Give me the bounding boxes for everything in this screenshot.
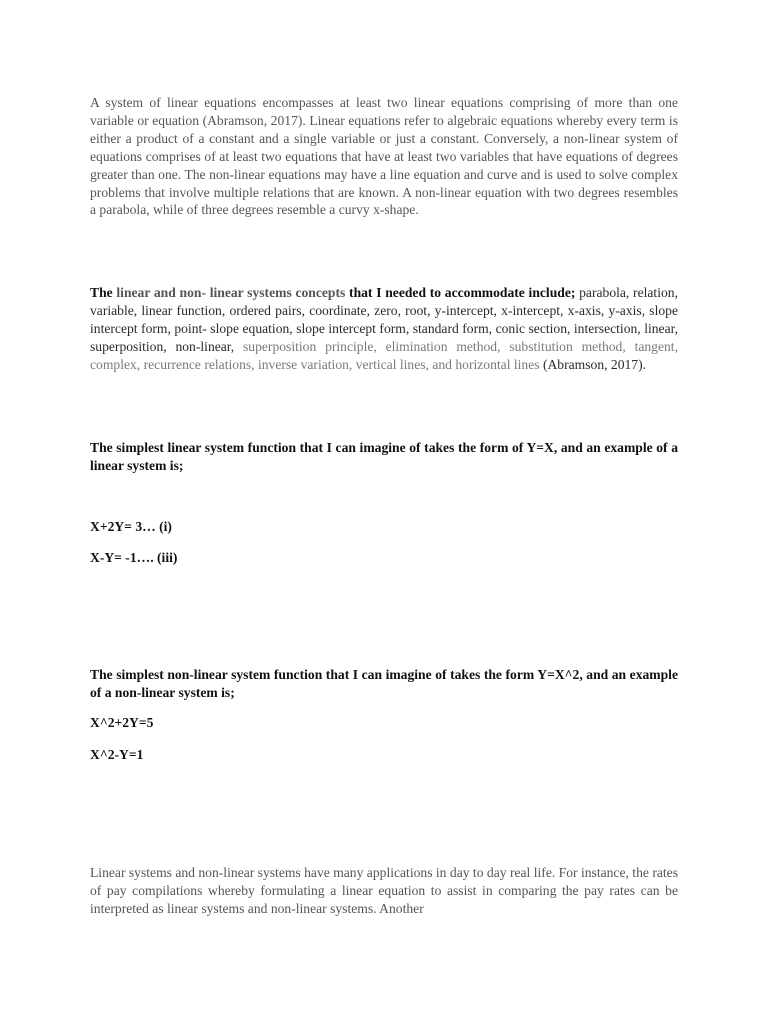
equation-nonlinear-1: X^2+2Y=5 [90, 715, 154, 730]
equation-linear-1: X+2Y= 3… (i) [90, 519, 172, 534]
heading-linear-system: The simplest linear system function that I can imagine of takes the form of Y=X, and an example of a linear system is; [90, 440, 678, 473]
heading-nonlinear-system: The simplest non-linear system function that I can imagine of takes the form Y=X^2, and an example of a non-linear system is; [90, 667, 678, 700]
concepts-lead-1: The [90, 285, 117, 300]
paragraph-intro: A system of linear equations encompasses at least two linear equations comprising of more than one variable or equation (Abramson, 2017). Linear equations refer to algebraic equations whereby every term is either a product of a constant and a single variable or just a constant. Conversely, a non-linear system of equations comprises of at least two equations that have at least two variables that have equations of degrees greater than one. The non-linear equations may have a line equation and curve and is used to solve complex problems that involve multiple relations that are known. A non-linear equation with two degrees resembles a parabola, while of three degrees resemble a curvy x-shape. [90, 95, 678, 218]
paragraph-concepts [90, 284, 678, 374]
equation-linear-2: X-Y= -1…. (iii) [90, 550, 178, 565]
equation-nonlinear-2: X^2-Y=1 [90, 747, 144, 762]
concepts-list: parabola, relation, variable, linear function, ordered pairs, coordinate, zero, root, y-intercept, x-intercept, x-axis, y-axis, slope intercept form, point- slope equation, slope intercept form, standard form, conic section, intersection, linear, superposition, non-linear, [90, 285, 678, 354]
paragraph-applications: Linear systems and non-linear systems have many applications in day to day real life. For instance, the rates of pay compilations whereby formulating a linear equation to assist in comparing the pay rates can be interpreted as linear systems and non-linear systems. Another [90, 865, 678, 916]
concepts-citation: (Abramson, 2017). [539, 356, 647, 372]
concepts-lead-highlight: linear and non- linear systems concepts [116, 285, 346, 300]
concepts-lead-2: that I needed to accommodate include; [345, 285, 576, 300]
concepts-list-faded: superposition principle, elimination method, substitution method, tangent, complex, recurrence relations, inverse variation, vertical lines, and horizontal lines [90, 338, 678, 372]
